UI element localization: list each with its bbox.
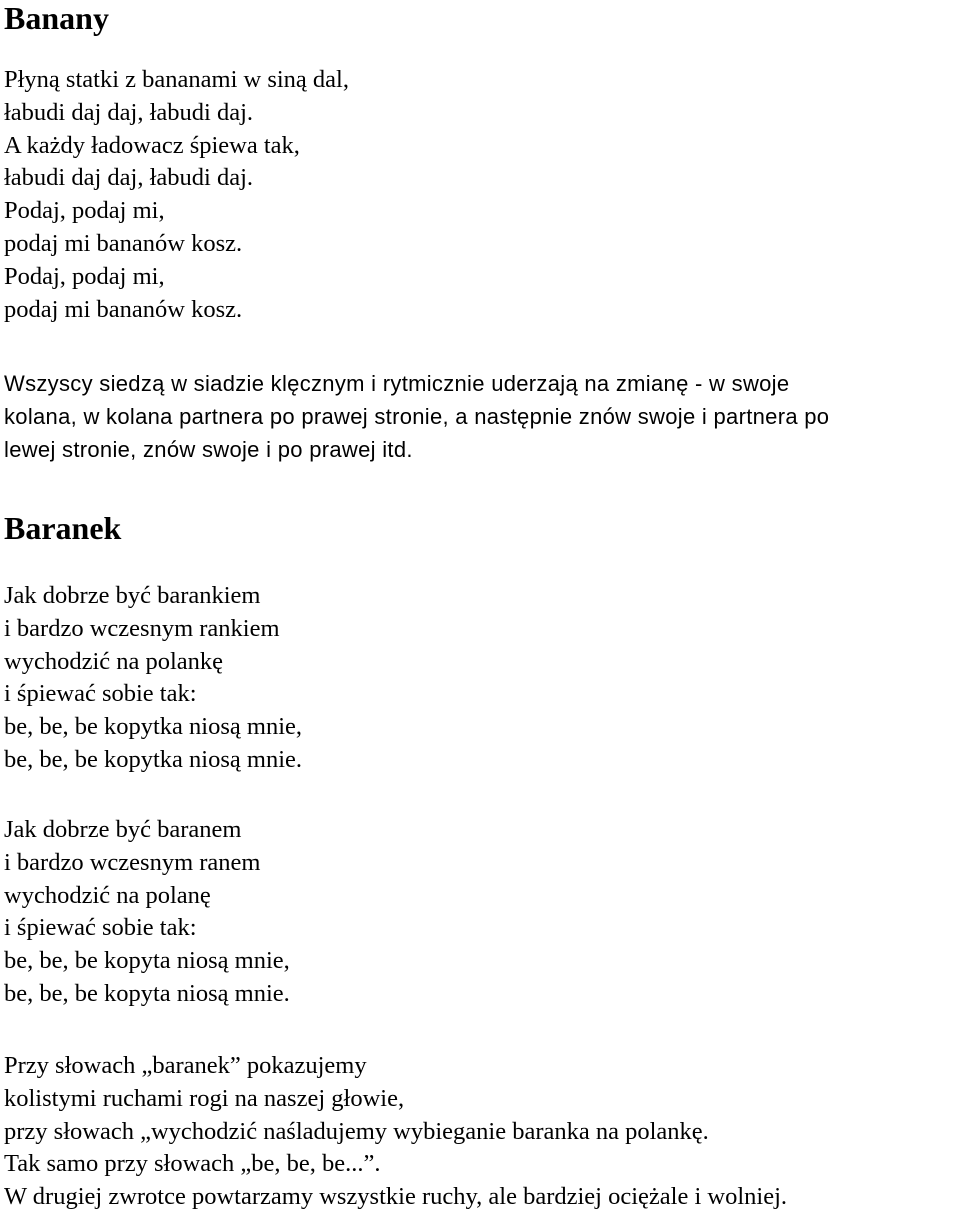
lyric-line: Podaj, podaj mi, (4, 262, 165, 290)
lyric-line: Jak dobrze być baranem (4, 816, 242, 843)
instruction-line: przy słowach „wychodzić naśladujemy wybieganie baranka na polankę. (4, 1117, 709, 1145)
song-banany-instructions (4, 368, 956, 466)
lyric-line: podaj mi bananów kosz. (4, 295, 243, 323)
lyric-line: wychodzić na polanę (4, 881, 211, 909)
lyric-line: be, be, be kopytka niosą mnie, (4, 713, 303, 741)
instruction-line: kolana, w kolana partnera po prawej stronie, a następnie znów swoje i partnera po (4, 403, 830, 429)
lyric-line: Płyną statki z bananami w siną dal, (4, 66, 349, 93)
lyric-line: i bardzo wczesnym rankiem (4, 614, 280, 642)
lyric-line: be, be, be kopytka niosą mnie. (4, 745, 303, 773)
lyric-line: A każdy ładowacz śpiewa tak, (4, 131, 300, 159)
lyric-line: łabudi daj daj, łabudi daj. (4, 164, 254, 192)
song-title-baranek: Baranek (4, 510, 122, 546)
song-baranek-verse-2 (4, 814, 956, 1011)
lyric-line: łabudi daj daj, łabudi daj. (4, 98, 254, 126)
instruction-line: Przy słowach „baranek” pokazujemy (4, 1052, 367, 1079)
song-title-banany: Banany (4, 0, 109, 36)
song-baranek-verse-1 (4, 580, 956, 777)
lyric-line: Podaj, podaj mi, (4, 197, 165, 225)
lyric-line: i śpiewać sobie tak: (4, 914, 197, 942)
instruction-line: Tak samo przy słowach „be, be, be...”. (4, 1150, 381, 1178)
instruction-line: Wszyscy siedzą w siadzie klęcznym i rytmicznie uderzają na zmianę - w swoje (4, 371, 790, 396)
lyric-line: podaj mi bananów kosz. (4, 229, 243, 257)
instruction-line: W drugiej zwrotce powtarzamy wszystkie ruchy, ale bardziej ociężale i wolniej. (4, 1183, 787, 1211)
lyric-line: i bardzo wczesnym ranem (4, 848, 261, 876)
song-banany-lyrics (4, 64, 956, 326)
instruction-line: lewej stronie, znów swoje i po prawej itd. (4, 436, 413, 462)
lyric-line: be, be, be kopyta niosą mnie. (4, 979, 290, 1007)
instruction-line: kolistymi ruchami rogi na naszej głowie, (4, 1084, 405, 1112)
lyric-line: Jak dobrze być barankiem (4, 582, 261, 609)
lyric-line: be, be, be kopyta niosą mnie, (4, 947, 290, 975)
song-baranek-instructions (4, 1050, 956, 1214)
lyric-line: i śpiewać sobie tak: (4, 680, 197, 708)
lyric-line: wychodzić na polankę (4, 647, 224, 675)
